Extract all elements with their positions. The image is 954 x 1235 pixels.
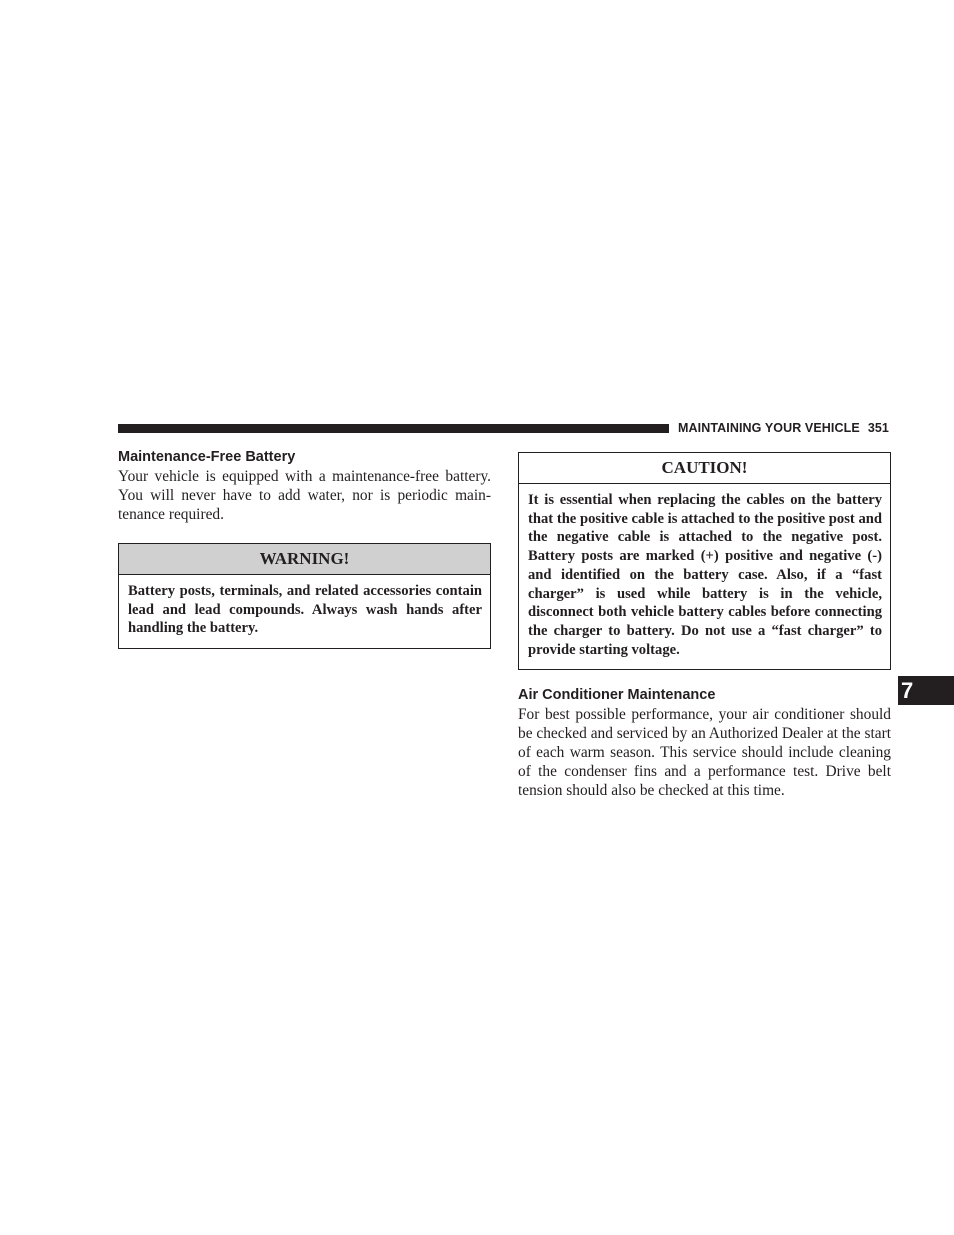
battery-heading: Maintenance-Free Battery [118,449,296,465]
right-column [518,452,891,800]
header-rule [118,424,669,433]
warning-text: Battery posts, terminals, and related accessories contain lead and lead compounds. Always wash hands after handling the battery. [128,583,482,637]
ac-paragraph: For best possible performance, your air conditioner should be checked and serviced by an Authorized Dealer at the start of each warm season. This service should include cleaning of the condenser fins and a performance test. Drive belt tension should also be checked at this time. [518,706,891,800]
left-column [118,448,491,649]
caution-text: It is essential when replacing the cables on the battery that the positive cable is attached to the positive post and the negative cable is attached to the negative post. Battery posts are marked (+) positive and negative (-) and identified on the battery case. Also, if a “fast charger” is used while battery is in the vehicle, disconnect both vehicle battery cables before connecting the charger to battery. Do not use a “fast charger” to provide starting voltage. [528,492,882,658]
running-header [678,420,892,436]
caution-box [518,452,891,670]
caution-title: CAUTION! [519,453,890,484]
page-number: 351 [867,421,889,435]
section-title: MAINTAINING YOUR VEHICLE [678,421,860,435]
ac-heading: Air Conditioner Maintenance [518,687,716,704]
battery-paragraph: Your vehicle is equipped with a maintenance-free battery. You will never have to add water, nor is periodic maintenance required. [118,468,491,523]
chapter-tab: 7 [898,676,954,705]
warning-box [118,543,491,649]
warning-title: WARNING! [119,544,490,575]
